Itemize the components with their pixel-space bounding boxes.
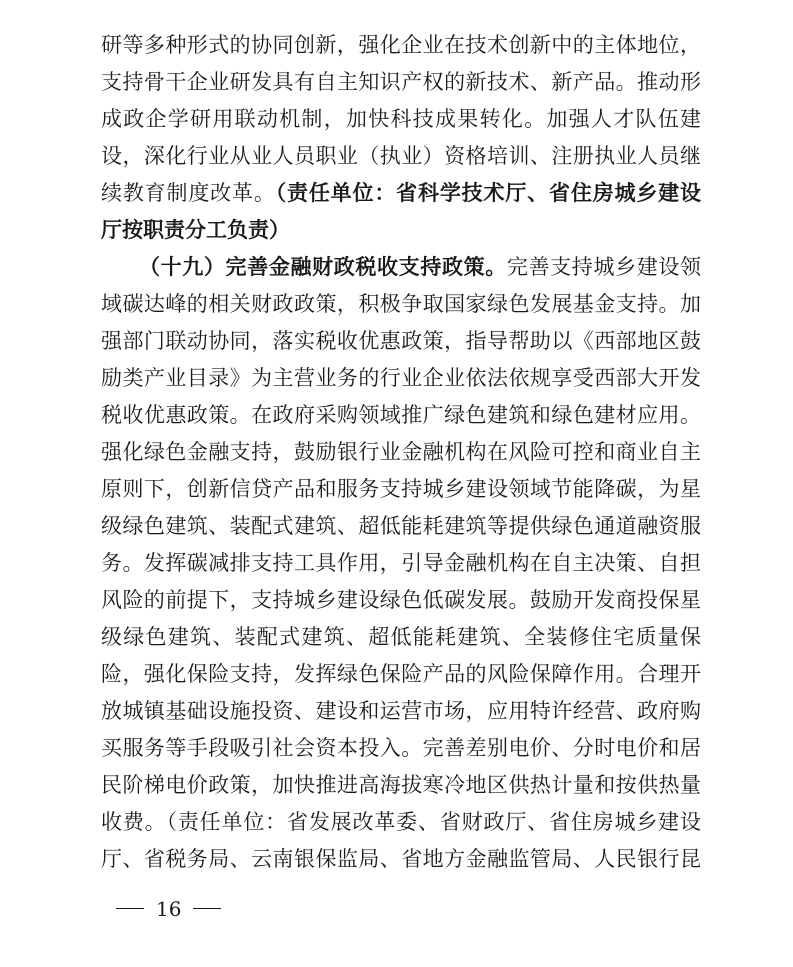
text-line: 风险的前提下，支持城乡建设绿色低碳发展。鼓励开发商投保星 bbox=[101, 588, 701, 612]
responsibility-note: （责任单位：省科学技术厅、省住房城乡建设 bbox=[275, 180, 702, 205]
page-number: 16 bbox=[156, 896, 182, 921]
text-line: 域碳达峰的相关财政政策，积极争取国家绿色发展基金支持。加 bbox=[101, 292, 701, 316]
dash-left bbox=[116, 908, 144, 909]
text-line: 买服务等手段吸引社会资本投入。完善差别电价、分时电价和居 bbox=[101, 736, 701, 760]
text-line: 励类产业目录》为主营业务的行业企业依法依规享受西部大开发 bbox=[101, 366, 701, 390]
text-line bbox=[139, 253, 701, 281]
text-segment: 完善支持城乡建设领 bbox=[506, 255, 702, 279]
text-line bbox=[101, 808, 701, 836]
text-segment: 续教育制度改革。 bbox=[101, 181, 276, 205]
dash-right bbox=[193, 908, 221, 909]
text-line bbox=[101, 179, 701, 207]
text-segment: 收费。 bbox=[101, 810, 167, 834]
text-line: 研等多种形式的协同创新，强化企业在技术创新中的主体地位， bbox=[101, 33, 701, 57]
text-line: 强部门联动协同，落实税收优惠政策，指导帮助以《西部地区鼓 bbox=[101, 329, 701, 353]
text-line: 民阶梯电价政策，加快推进高海拔寒冷地区供热计量和按供热量 bbox=[101, 773, 701, 797]
text-line: 税收优惠政策。在政府采购领域推广绿色建筑和绿色建材应用。 bbox=[101, 403, 701, 427]
text-line: 成政企学研用联动机制，加快科技成果转化。加强人才队伍建 bbox=[101, 107, 701, 131]
responsibility-note-end: 厅按职责分工负责） bbox=[101, 217, 290, 242]
text-line: 厅、省税务局、云南银保监局、省地方金融监管局、人民银行昆 bbox=[101, 847, 701, 871]
text-line: 支持骨干企业研发具有自主知识产权的新技术、新产品。推动形 bbox=[101, 70, 701, 94]
responsibility-note: （责任单位：省发展改革委、省财政厅、省住房城乡建设 bbox=[166, 810, 701, 834]
text-line: 级绿色建筑、装配式建筑、超低能耗建筑、全装修住宅质量保 bbox=[101, 625, 701, 649]
text-line: 强化绿色金融支持，鼓励银行业金融机构在风险可控和商业自主 bbox=[101, 440, 701, 464]
text-line: 险，强化保险支持，发挥绿色保险产品的风险保障作用。合理开 bbox=[101, 662, 701, 686]
text-line: 务。发挥碳减排支持工具作用，引导金融机构在自主决策、自担 bbox=[101, 551, 701, 575]
section-heading: （十九）完善金融财政税收支持政策。 bbox=[139, 254, 507, 279]
text-line: 级绿色建筑、装配式建筑、超低能耗建筑等提供绿色通道融资服 bbox=[101, 514, 701, 538]
text-line: 设，深化行业从业人员职业（执业）资格培训、注册执业人员继 bbox=[101, 144, 701, 168]
page-footer bbox=[110, 893, 227, 923]
text-line: 原则下，创新信贷产品和服务支持城乡建设领域节能降碳，为星 bbox=[101, 477, 701, 501]
text-line: 放城镇基础设施投资、建设和运营市场，应用特许经营、政府购 bbox=[101, 699, 701, 723]
